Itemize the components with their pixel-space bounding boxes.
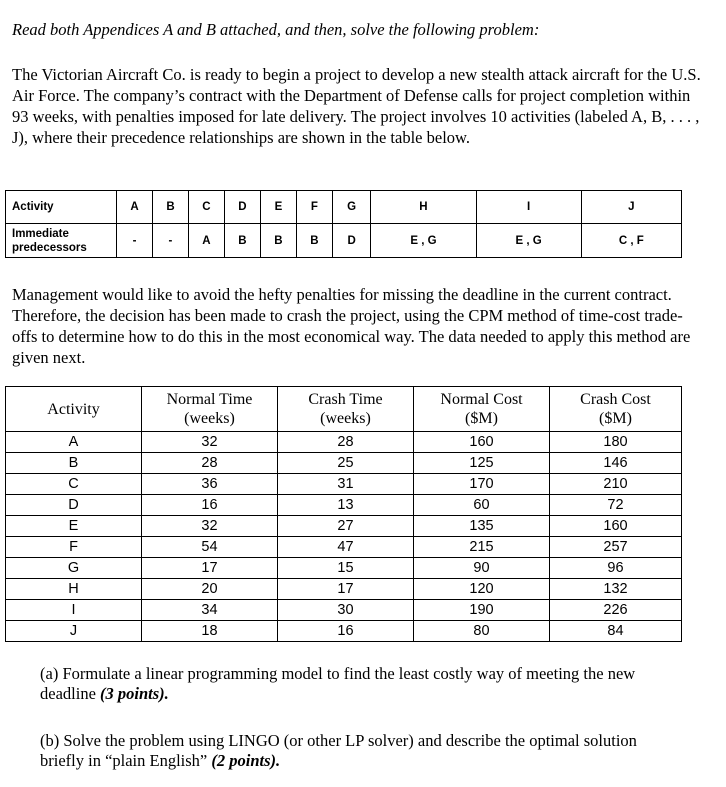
- crash-cost-cell: 226: [550, 600, 682, 621]
- normal-cost-cell: 90: [414, 558, 550, 579]
- predecessor-cell: C , F: [581, 224, 681, 258]
- question-b: [40, 731, 680, 771]
- crash-time-cell: 16: [278, 621, 414, 642]
- crash-time-cell: 13: [278, 495, 414, 516]
- predecessor-cell: A: [188, 224, 224, 258]
- header-normal-cost-line2: ($M): [465, 410, 498, 427]
- activity-cell: D: [6, 495, 142, 516]
- activity-cell: C: [6, 474, 142, 495]
- table-row: [6, 558, 682, 579]
- crash-cost-cell: 72: [550, 495, 682, 516]
- table-row: [6, 495, 682, 516]
- crash-cost-cell: 180: [550, 432, 682, 453]
- crash-time-cell: 30: [278, 600, 414, 621]
- activity-cell: G: [6, 558, 142, 579]
- normal-cost-cell: 120: [414, 579, 550, 600]
- normal-time-cell: 32: [142, 516, 278, 537]
- normal-cost-cell: 190: [414, 600, 550, 621]
- normal-time-cell: 32: [142, 432, 278, 453]
- crash-time-cell: 47: [278, 537, 414, 558]
- question-a: [40, 664, 680, 704]
- normal-time-cell: 54: [142, 537, 278, 558]
- normal-cost-cell: 160: [414, 432, 550, 453]
- precedence-row-predecessors: [6, 224, 682, 258]
- activity-cell: E: [260, 191, 296, 224]
- crash-time-cell: 28: [278, 432, 414, 453]
- management-description: Management would like to avoid the hefty penalties for missing the deadline in the current contract. Therefore, the decision has been made to crash the project, using the CPM method of time-cost trade-offs to determine how to do this in the most economical way. The data needed to apply this method are given next.: [12, 285, 691, 367]
- normal-time-cell: 17: [142, 558, 278, 579]
- header-normal-cost-line1: Normal Cost: [440, 391, 523, 408]
- crash-time-cell: 31: [278, 474, 414, 495]
- activity-cell: E: [6, 516, 142, 537]
- predecessor-cell: -: [152, 224, 188, 258]
- activity-cell: A: [6, 432, 142, 453]
- problem-description: The Victorian Aircraft Co. is ready to begin a project to develop a new stealth attack aircraft for the U.S. Air Force. The company’s contract with the Department of Defense calls for project completion within 93 weeks, with penalties imposed for late delivery. The project involves 10 activities (labeled A, B, . . . , J), where their precedence relationships are shown in the table below.: [12, 65, 701, 147]
- table-row: [6, 516, 682, 537]
- crash-time-cell: 27: [278, 516, 414, 537]
- predecessor-cell: -: [117, 224, 153, 258]
- activity-cell: F: [296, 191, 332, 224]
- predecessor-cell: E , G: [476, 224, 581, 258]
- normal-time-cell: 34: [142, 600, 278, 621]
- normal-time-cell: 36: [142, 474, 278, 495]
- predecessor-cell: E , G: [371, 224, 476, 258]
- crash-cost-cell: 160: [550, 516, 682, 537]
- normal-time-cell: 20: [142, 579, 278, 600]
- normal-time-cell: 28: [142, 453, 278, 474]
- header-crash-cost-line1: Crash Cost: [580, 391, 651, 408]
- activity-cell: D: [224, 191, 260, 224]
- activity-cell: A: [117, 191, 153, 224]
- predecessors-row-header: [6, 224, 117, 258]
- predecessor-cell: B: [224, 224, 260, 258]
- crash-cost-cell: 84: [550, 621, 682, 642]
- question-a-text: (a) Formulate a linear programming model to find the least costly way of meeting the new deadline: [40, 664, 636, 703]
- table-row: [6, 453, 682, 474]
- table-row: [6, 474, 682, 495]
- activity-cell: B: [6, 453, 142, 474]
- header-normal-cost: [414, 387, 550, 432]
- table-row: [6, 600, 682, 621]
- header-crash-time-line2: (weeks): [320, 410, 371, 427]
- normal-cost-cell: 135: [414, 516, 550, 537]
- question-a-points: (3 points).: [100, 684, 169, 703]
- activity-cell: F: [6, 537, 142, 558]
- header-crash-time-line1: Crash Time: [308, 391, 383, 408]
- normal-cost-cell: 60: [414, 495, 550, 516]
- predecessor-cell: D: [332, 224, 370, 258]
- crash-data-table: [5, 386, 682, 642]
- activity-row-header: Activity: [6, 191, 117, 224]
- crash-cost-cell: 210: [550, 474, 682, 495]
- normal-time-cell: 18: [142, 621, 278, 642]
- crash-cost-cell: 146: [550, 453, 682, 474]
- activity-cell: B: [152, 191, 188, 224]
- header-activity: Activity: [6, 387, 142, 432]
- table-row: [6, 432, 682, 453]
- activity-cell: J: [581, 191, 681, 224]
- normal-cost-cell: 125: [414, 453, 550, 474]
- table-row: [6, 537, 682, 558]
- data-table-body: [6, 432, 682, 642]
- header-normal-time-line2: (weeks): [184, 410, 235, 427]
- activity-cell: I: [476, 191, 581, 224]
- crash-time-cell: 25: [278, 453, 414, 474]
- activity-cell: G: [332, 191, 370, 224]
- activity-cell: C: [188, 191, 224, 224]
- header-crash-cost-line2: ($M): [599, 410, 632, 427]
- header-crash-cost: [550, 387, 682, 432]
- normal-cost-cell: 80: [414, 621, 550, 642]
- question-b-points: (2 points).: [211, 751, 281, 770]
- table-row: [6, 579, 682, 600]
- instructions-text: Read both Appendices A and B attached, and then, solve the following problem:: [12, 20, 540, 39]
- crash-cost-cell: 132: [550, 579, 682, 600]
- header-normal-time: [142, 387, 278, 432]
- predecessor-cell: B: [260, 224, 296, 258]
- activity-cell: J: [6, 621, 142, 642]
- normal-time-cell: 16: [142, 495, 278, 516]
- data-table-header-row: [6, 387, 682, 432]
- header-normal-time-line1: Normal Time: [166, 391, 253, 408]
- predecessors-header-line1: Immediate: [12, 227, 69, 240]
- normal-cost-cell: 215: [414, 537, 550, 558]
- predecessors-header-line2: predecessors: [12, 241, 87, 254]
- predecessor-cell: B: [296, 224, 332, 258]
- crash-time-cell: 15: [278, 558, 414, 579]
- activity-cell: H: [371, 191, 476, 224]
- question-b-text: (b) Solve the problem using LINGO (or other LP solver) and describe the optimal solution briefly in “plain English”: [40, 731, 637, 770]
- table-row: [6, 621, 682, 642]
- precedence-table: [5, 190, 682, 258]
- crash-cost-cell: 257: [550, 537, 682, 558]
- normal-cost-cell: 170: [414, 474, 550, 495]
- header-crash-time: [278, 387, 414, 432]
- crash-time-cell: 17: [278, 579, 414, 600]
- activity-cell: H: [6, 579, 142, 600]
- activity-cell: I: [6, 600, 142, 621]
- precedence-row-activity: [6, 191, 682, 224]
- crash-cost-cell: 96: [550, 558, 682, 579]
